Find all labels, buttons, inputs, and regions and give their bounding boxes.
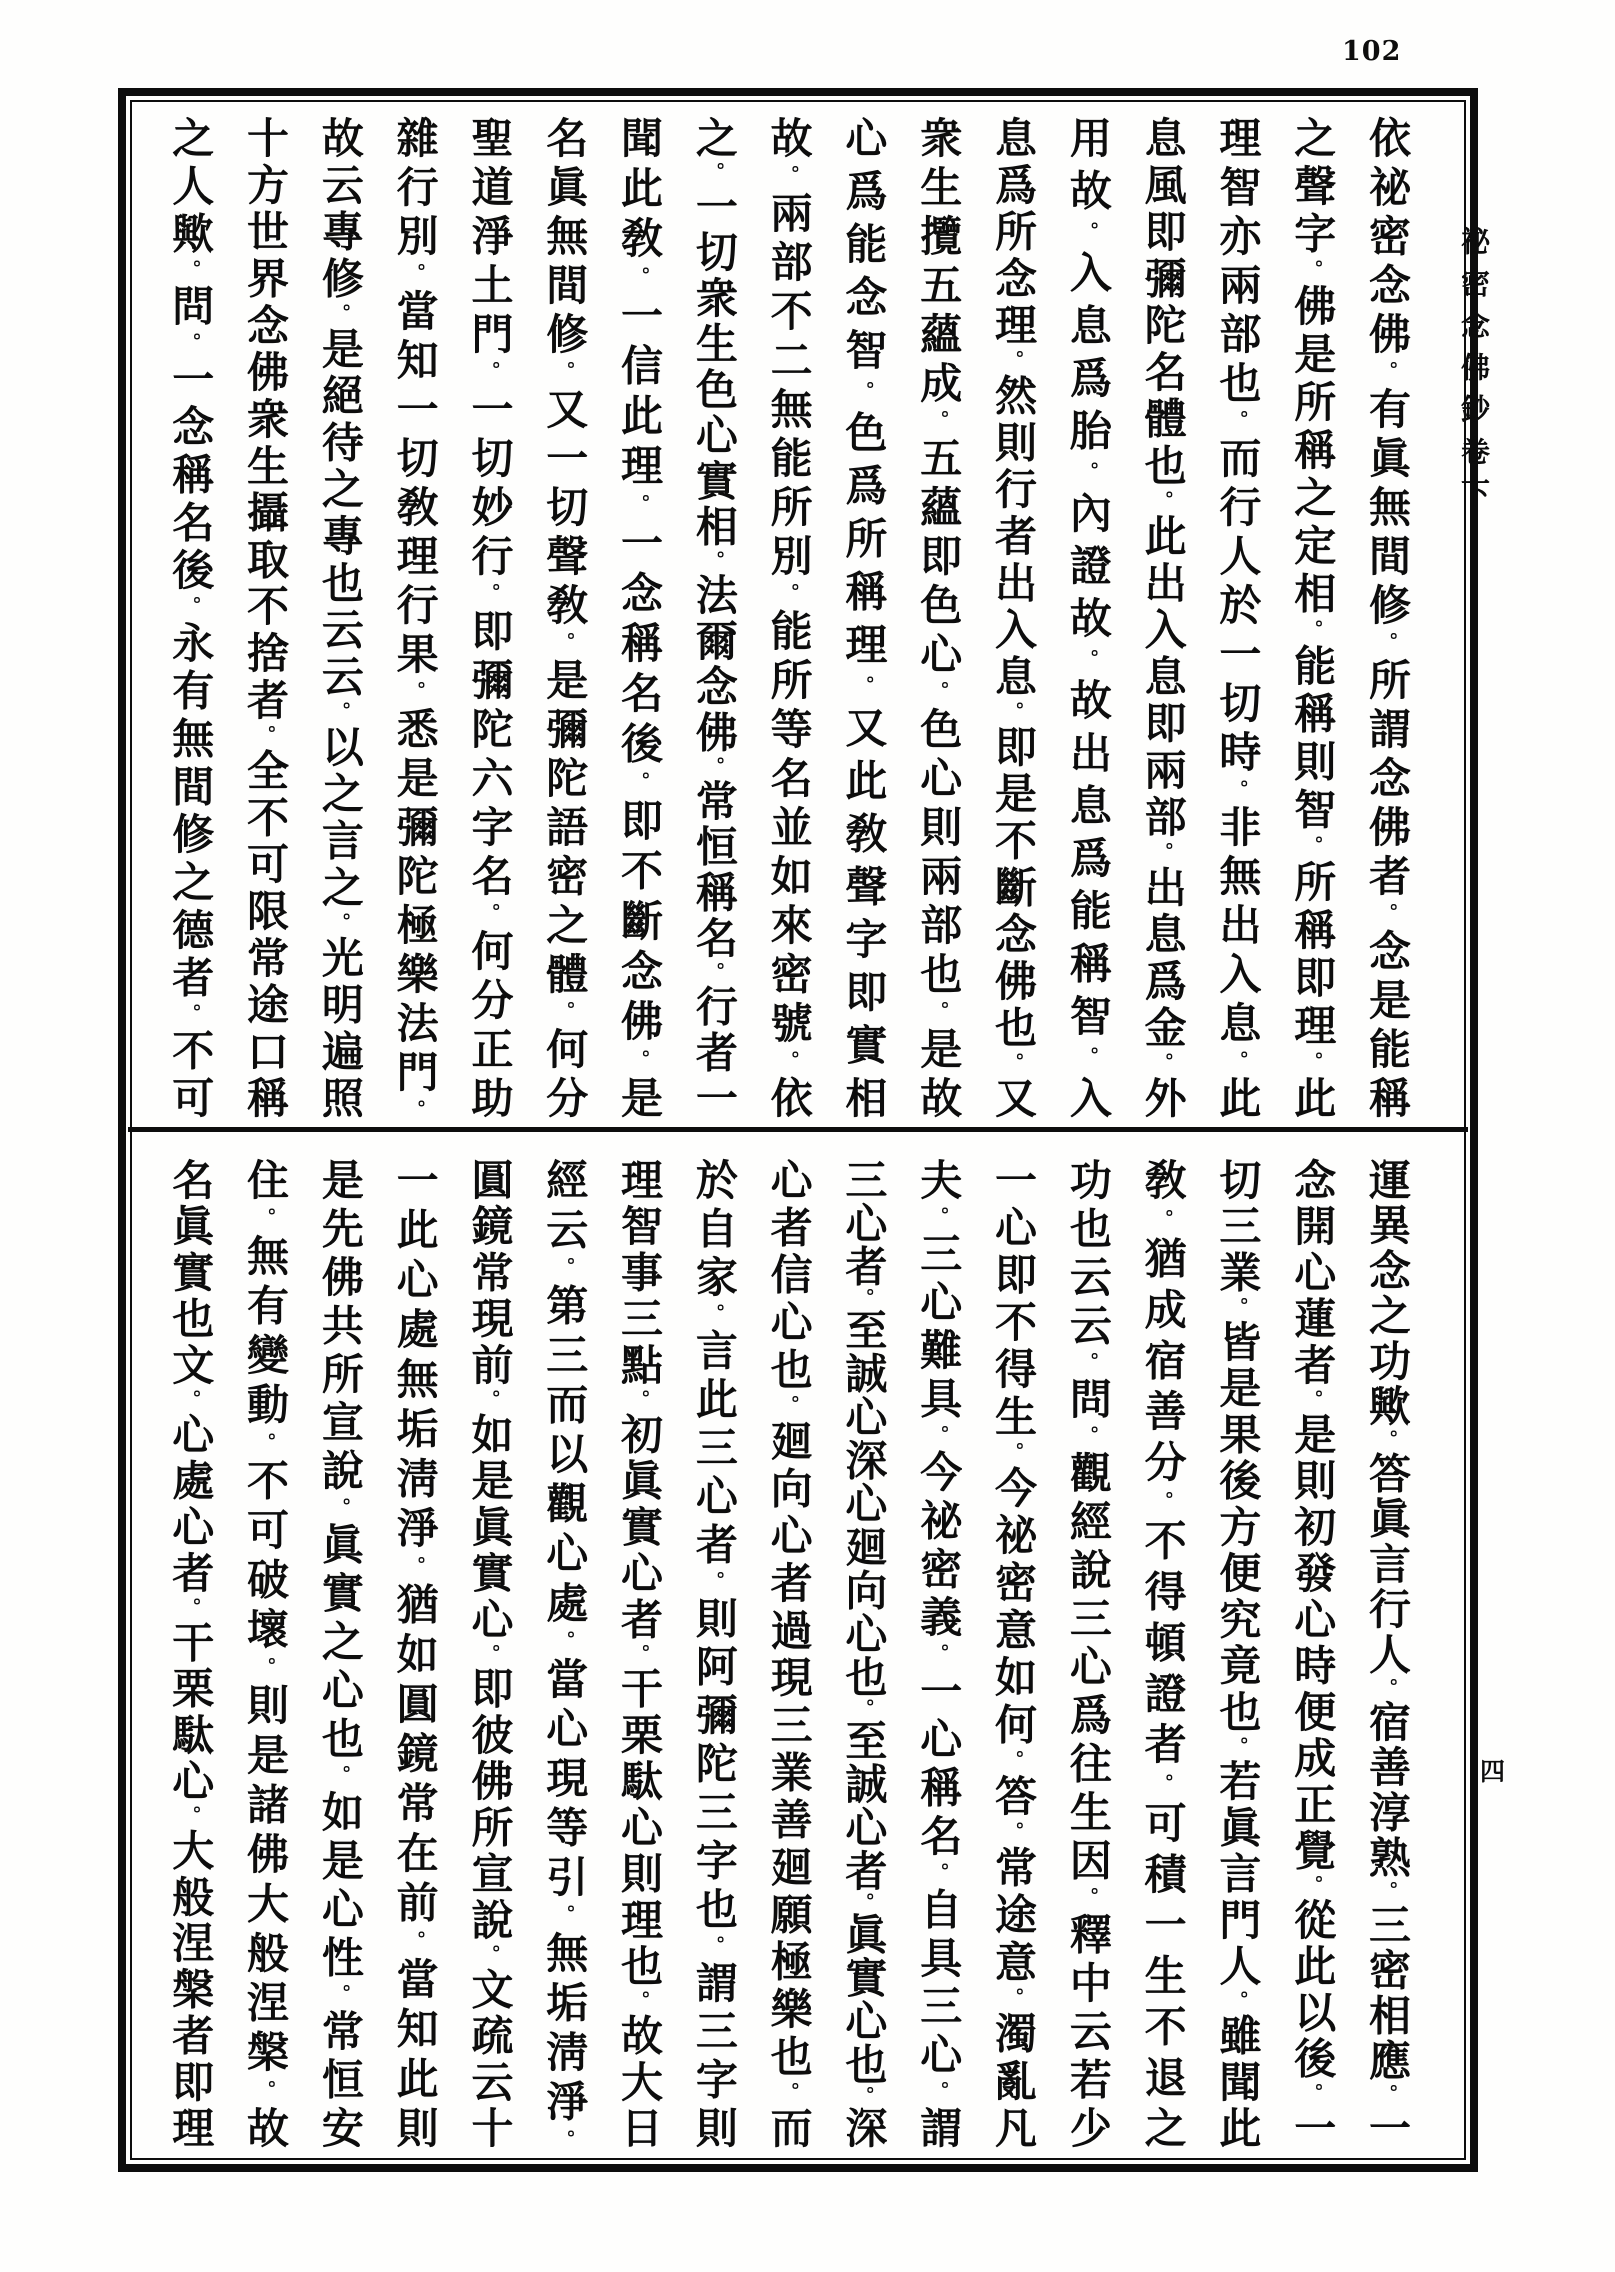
text-column: 聞此敎。一信此理。一念稱名後。即不斷念佛。是 xyxy=(615,116,665,1119)
punctuation-mark: 。 xyxy=(927,1862,950,1888)
text-column: 聖道淨土門。一切妙行。即彌陀六字名。何分正助 xyxy=(465,116,515,1119)
punctuation-mark: 。 xyxy=(403,1555,426,1583)
punctuation-mark: 。 xyxy=(628,266,651,294)
punctuation-mark: 。 xyxy=(777,1394,800,1419)
text-column: 圓鏡常現前。如是眞實心。即彼佛所宣說。文疏云十 xyxy=(465,1158,515,2149)
text-column: 運異念之功歟。答眞言行人。宿善淳熟。三密相應。一 xyxy=(1363,1158,1412,2149)
punctuation-mark: 。 xyxy=(702,1303,725,1329)
text-column: 故。兩部不二無能所別。能所等名並如來密號。依 xyxy=(764,116,814,1119)
punctuation-mark: 。 xyxy=(179,1003,202,1029)
text-column: 切三業。皆是果後方便究竟也。若眞言門人。雖聞此 xyxy=(1213,1158,1263,2149)
text-column: 息爲所念理。然則行者出入息。即是不斷念佛也。又 xyxy=(989,116,1039,1119)
punctuation-mark: 。 xyxy=(179,596,202,621)
punctuation-mark: 。 xyxy=(852,380,875,411)
text-column: 是先佛共所宣說。眞實之心也。如是心性。常恒安 xyxy=(315,1158,365,2149)
punctuation-mark: 。 xyxy=(1301,2083,1324,2107)
punctuation-mark: 。 xyxy=(1226,1736,1249,1760)
text-column: 理智事三點。初眞實心者。干栗駄心則理也。故大日 xyxy=(615,1158,665,2149)
punctuation-mark: 。 xyxy=(702,1935,725,1961)
punctuation-mark: 。 xyxy=(1376,1429,1398,1452)
punctuation-mark: 。 xyxy=(1226,1296,1249,1320)
punctuation-mark: 。 xyxy=(1226,1990,1249,2014)
punctuation-mark: 。 xyxy=(1002,1749,1025,1774)
text-column: 雜行別。當知一切敎理行果。悉是彌陀極樂法門。 xyxy=(390,116,440,1119)
punctuation-mark: 。 xyxy=(852,2085,875,2107)
punctuation-mark: 。 xyxy=(179,259,202,285)
text-column: 息風即彌陀名體也。此出入息即兩部。出息爲金。外 xyxy=(1138,116,1188,1119)
punctuation-mark: 。 xyxy=(1151,1491,1174,1519)
punctuation-mark: 。 xyxy=(1301,1051,1324,1077)
punctuation-mark: 。 xyxy=(328,1497,351,1523)
punctuation-mark: 。 xyxy=(1376,1677,1398,1700)
punctuation-mark: 。 xyxy=(1151,1052,1174,1077)
text-column: 依祕密念佛。有眞無間修。所謂念佛者。念是能稱 xyxy=(1363,116,1412,1119)
punctuation-mark: 。 xyxy=(478,1643,501,1667)
text-column: 經云。第三而以觀心處。當心現等引。無垢淸淨。 xyxy=(540,1158,590,2149)
punctuation-mark: 。 xyxy=(1301,619,1324,644)
punctuation-mark: 。 xyxy=(702,161,725,185)
punctuation-mark: 。 xyxy=(1376,903,1398,929)
punctuation-mark: 。 xyxy=(478,361,501,387)
text-column: 心者信心也。廻向心者過現三業善廻願極樂也。而 xyxy=(764,1158,814,2149)
bottom-text-block xyxy=(152,1158,1424,2148)
punctuation-mark: 。 xyxy=(403,1930,426,1957)
punctuation-mark: 。 xyxy=(1151,841,1174,866)
punctuation-mark: 。 xyxy=(553,632,576,658)
text-column: 用故。入息爲胎。內證故。故出息爲能稱智。入 xyxy=(1063,116,1113,1119)
punctuation-mark: 。 xyxy=(628,493,651,521)
punctuation-mark: 。 xyxy=(1002,1821,1025,1846)
text-column: 理智亦兩部也。而行人於一切時。非無出入息。此 xyxy=(1213,116,1263,1119)
text-column: 十方世界念佛衆生攝取不捨者。全不可限常途口稱 xyxy=(241,116,291,1119)
punctuation-mark: 。 xyxy=(328,912,351,936)
punctuation-mark: 。 xyxy=(777,1050,800,1077)
block-divider-rule xyxy=(128,1127,1468,1132)
punctuation-mark: 。 xyxy=(1076,1046,1099,1077)
punctuation-mark: 。 xyxy=(927,1206,950,1232)
text-column: 心爲能念智。色爲所稱理。又此敎聲字即實相 xyxy=(839,116,889,1119)
punctuation-mark: 。 xyxy=(628,1049,651,1077)
punctuation-mark: 。 xyxy=(1376,361,1398,387)
punctuation-mark: 。 xyxy=(1226,410,1249,437)
punctuation-mark: 。 xyxy=(1226,1050,1249,1077)
punctuation-mark: 。 xyxy=(1002,1441,1025,1466)
punctuation-mark: 。 xyxy=(1076,1351,1099,1378)
text-column: 於自家。言此三心者。則阿彌陀三字也。謂三字則 xyxy=(689,1158,739,2149)
punctuation-mark: 。 xyxy=(1226,779,1249,806)
margin-title: 祕密念佛鈔卷下 xyxy=(1457,226,1491,520)
punctuation-mark: 。 xyxy=(179,332,202,357)
punctuation-mark: 。 xyxy=(777,583,800,609)
punctuation-mark: 。 xyxy=(1301,1389,1324,1413)
punctuation-mark: 。 xyxy=(1376,632,1398,658)
punctuation-mark: 。 xyxy=(179,1597,202,1621)
text-column: 故云專修。是絕待之專也云云。以之言之。光明遍照 xyxy=(315,116,365,1119)
punctuation-mark: 。 xyxy=(254,1656,277,1684)
text-column: 衆生攬五蘊成。五蘊即色心。色心則兩部也。是故 xyxy=(914,116,964,1119)
punctuation-mark: 。 xyxy=(628,1643,651,1667)
punctuation-mark: 。 xyxy=(328,1764,351,1791)
punctuation-mark: 。 xyxy=(1376,2083,1398,2107)
punctuation-mark: 。 xyxy=(254,724,277,749)
punctuation-mark: 。 xyxy=(1076,461,1099,491)
text-column: 一心即不得生。今祕密意如何。答。常途意。濁亂凡 xyxy=(989,1158,1039,2149)
punctuation-mark: 。 xyxy=(328,303,351,327)
punctuation-mark: 。 xyxy=(553,2129,576,2149)
punctuation-mark: 。 xyxy=(777,2081,800,2107)
text-column: 夫。三心難具。今祕密義。一心稱名。自具三心。謂 xyxy=(914,1158,964,2149)
punctuation-mark: 。 xyxy=(328,701,351,725)
text-column: 一此心處無垢淸淨。猶如圓鏡常在前。當知此則 xyxy=(390,1158,440,2149)
punctuation-mark: 。 xyxy=(478,1944,501,1968)
punctuation-mark: 。 xyxy=(254,1432,277,1459)
punctuation-mark: 。 xyxy=(852,1698,875,1719)
punctuation-mark: 。 xyxy=(1076,648,1099,679)
punctuation-mark: 。 xyxy=(328,1983,351,2010)
punctuation-mark: 。 xyxy=(553,1904,576,1932)
punctuation-mark: 。 xyxy=(702,550,725,574)
punctuation-mark: 。 xyxy=(927,410,950,437)
punctuation-mark: 。 xyxy=(628,1389,651,1413)
folio-marker: 四 xyxy=(1480,1757,1506,1786)
punctuation-mark: 。 xyxy=(1151,1773,1174,1801)
punctuation-mark: 。 xyxy=(702,1570,725,1597)
text-column: 名眞實也文。心處心者。干栗駄心。大般涅槃者即理 xyxy=(166,1158,216,2149)
punctuation-mark: 。 xyxy=(927,2080,950,2107)
punctuation-mark: 。 xyxy=(254,2079,277,2107)
punctuation-mark: 。 xyxy=(478,583,501,609)
punctuation-mark: 。 xyxy=(1002,1987,1025,2012)
text-column: 之聲字。佛是所稱之定相。能稱則智。所稱即理。此 xyxy=(1288,116,1338,1119)
text-column: 之人歟。問。一念稱名後。永有無間修之德者。不可 xyxy=(166,116,216,1119)
punctuation-mark: 。 xyxy=(927,1001,950,1028)
punctuation-mark: 。 xyxy=(403,1099,426,1119)
punctuation-mark: 。 xyxy=(179,1389,202,1413)
punctuation-mark: 。 xyxy=(1301,1874,1324,1899)
text-column: 念開心蓮者。是則初發心時便成正覺。從此以後。一 xyxy=(1288,1158,1338,2149)
punctuation-mark: 。 xyxy=(1301,835,1324,861)
page-number: 102 xyxy=(1342,36,1402,67)
punctuation-mark: 。 xyxy=(403,263,426,289)
punctuation-mark: 。 xyxy=(852,1288,875,1309)
punctuation-mark: 。 xyxy=(1002,701,1025,725)
punctuation-mark: 。 xyxy=(702,961,725,985)
punctuation-mark: 。 xyxy=(852,1892,875,1913)
punctuation-mark: 。 xyxy=(628,771,651,799)
punctuation-mark: 。 xyxy=(927,681,950,708)
punctuation-mark: 。 xyxy=(478,1389,501,1413)
punctuation-mark: 。 xyxy=(1301,259,1324,285)
text-column: 名眞無間修。又一切聲敎。是彌陀語密之體。何分 xyxy=(540,116,590,1119)
punctuation-mark: 。 xyxy=(1002,349,1025,374)
punctuation-mark: 。 xyxy=(1076,1425,1099,1451)
punctuation-mark: 。 xyxy=(553,361,576,387)
punctuation-mark: 。 xyxy=(1376,1880,1398,1903)
punctuation-mark: 。 xyxy=(1151,1208,1174,1237)
text-column: 敎。猶成宿善分。不得頓證者。可積一生不退之 xyxy=(1138,1158,1188,2149)
text-column: 之。一切衆生色心實相。法爾念佛。常恒稱名。行者一 xyxy=(689,116,739,1119)
punctuation-mark: 。 xyxy=(702,756,725,779)
punctuation-mark: 。 xyxy=(927,1643,950,1669)
text-column: 功也云云。問。觀經說三心爲往生因。釋中云若少 xyxy=(1063,1158,1113,2149)
punctuation-mark: 。 xyxy=(852,675,875,706)
punctuation-mark: 。 xyxy=(553,1001,576,1028)
punctuation-mark: 。 xyxy=(553,1257,576,1284)
punctuation-mark: 。 xyxy=(777,165,800,191)
top-text-block xyxy=(152,116,1424,1118)
punctuation-mark: 。 xyxy=(1076,1887,1099,1913)
punctuation-mark: 。 xyxy=(1151,490,1174,515)
punctuation-mark: 。 xyxy=(628,1990,651,2014)
punctuation-mark: 。 xyxy=(1076,221,1099,251)
punctuation-mark: 。 xyxy=(254,1207,277,1234)
punctuation-mark: 。 xyxy=(553,1630,576,1657)
punctuation-mark: 。 xyxy=(478,903,501,929)
punctuation-mark: 。 xyxy=(1002,1052,1025,1077)
text-column: 住。無有變動。不可破壞。則是諸佛大般涅槃。故 xyxy=(241,1158,291,2149)
punctuation-mark: 。 xyxy=(179,1805,202,1829)
text-column: 三心者。至誠心深心廻向心也。至誠心者。眞實心也。深 xyxy=(839,1158,889,2149)
punctuation-mark: 。 xyxy=(927,1424,950,1451)
punctuation-mark: 。 xyxy=(403,681,426,708)
